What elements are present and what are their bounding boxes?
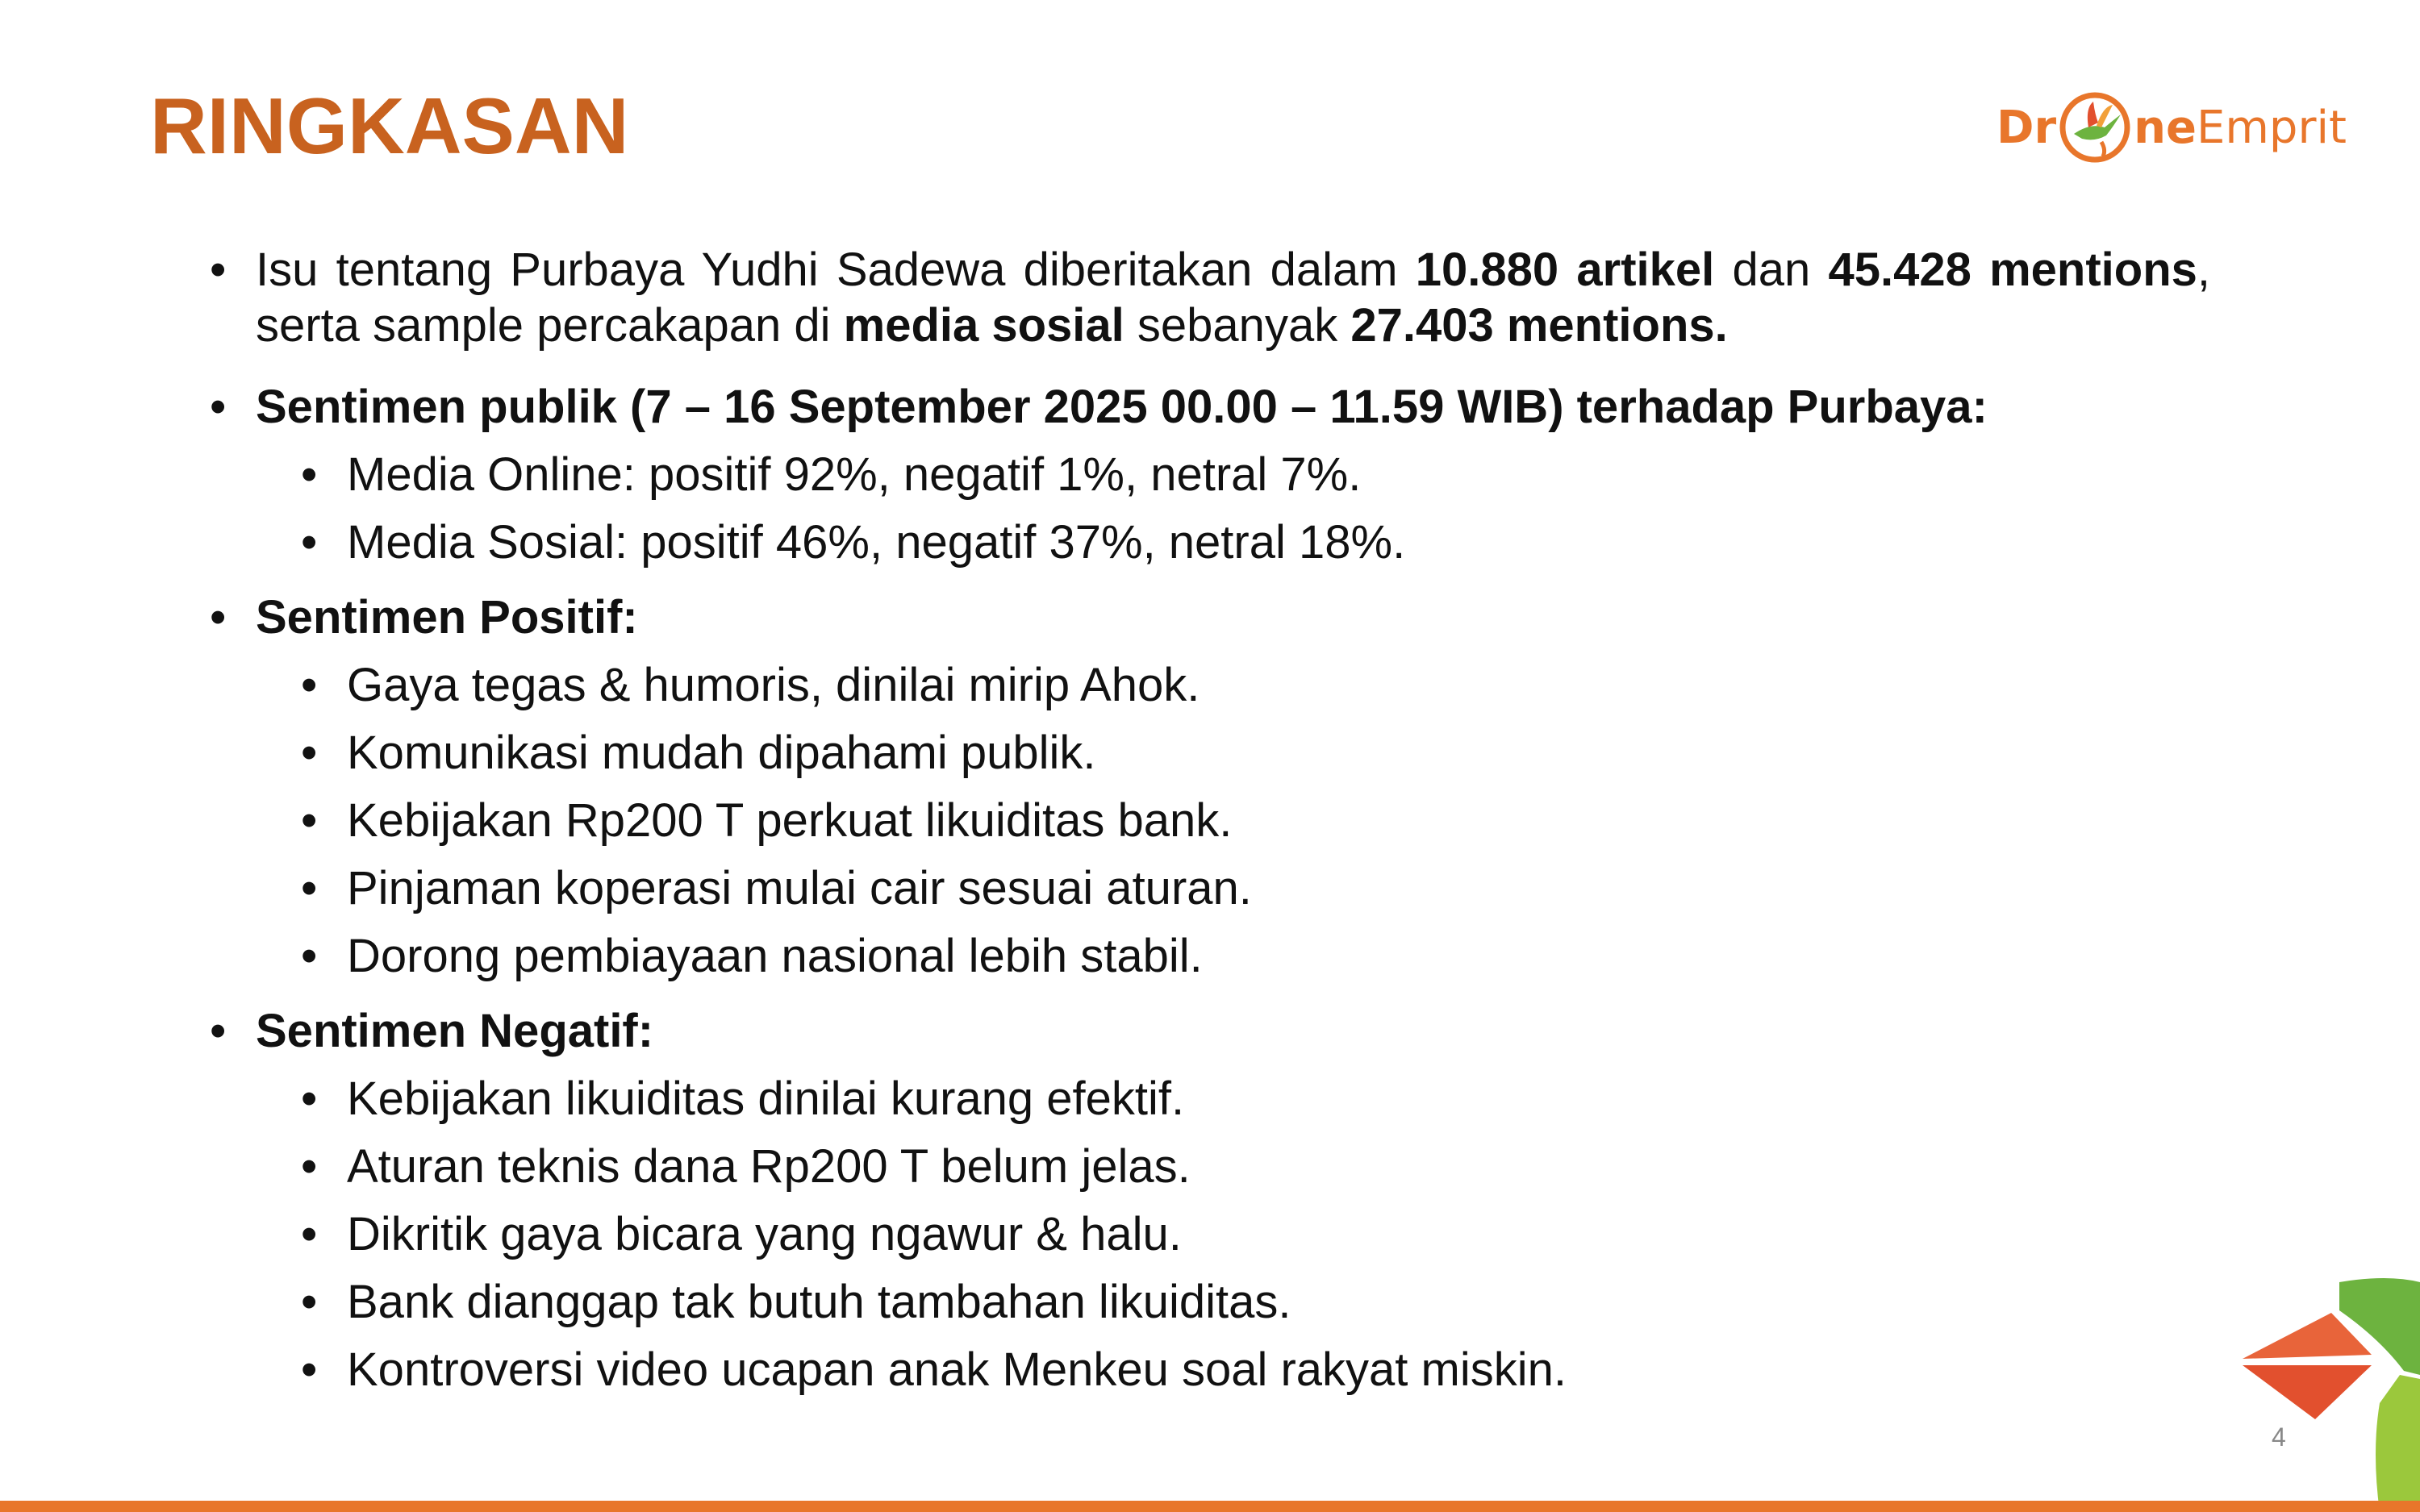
intro-text-3: , serta sample percakapan di [256,244,2210,352]
page-number: 4 [2272,1422,2286,1452]
list-item: • Media Online: positif 92%, negatif 1%, netral 7%. [210,447,2210,502]
public-sentiment-heading [210,379,2210,435]
list-item: • Aturan teknis dana Rp200 T belum jelas. [210,1139,2210,1194]
list-item: • Gaya tegas & humoris, dinilai mirip Ahok. [210,657,2210,713]
page-title: RINGKASAN [150,81,629,170]
list-item: • Kebijakan likuiditas dinilai kurang efektif. [210,1071,2210,1127]
intro-social-mentions-count: 27.403 mentions. [1350,299,1728,352]
summary-list [210,242,2210,1417]
list-item: • Pinjaman koperasi mulai cair sesuai aturan. [210,860,2210,916]
intro-text-2: dan [1714,244,1829,296]
list-item: • Media Sosial: positif 46%, negatif 37%, netral 18%. [210,514,2210,570]
list-item: • Bank dianggap tak butuh tambahan likuiditas. [210,1274,2210,1330]
negative-sentiment-group [210,1003,2210,1397]
list-item: • Dikritik gaya bicara yang ngawur & halu. [210,1206,2210,1262]
intro-text-1: Isu tentang Purbaya Yudhi Sadewa diberitakan dalam [256,244,1416,296]
corner-decoration [2226,1274,2420,1512]
logo-text-ne: ne [2134,101,2197,154]
intro-text-4: sebanyak [1124,299,1351,352]
logo-text-dr: Dr [1996,101,2057,154]
list-item: • Kebijakan Rp200 T perkuat likuiditas bank. [210,793,2210,848]
negative-sentiment-heading [210,1003,2210,1059]
list-item: • Komunikasi mudah dipahami publik. [210,725,2210,781]
bottom-accent-bar [0,1501,2420,1512]
public-sentiment-group [210,379,2210,570]
positive-sentiment-group [210,589,2210,984]
list-item: • Dorong pembiayaan nasional lebih stabil. [210,928,2210,984]
drone-bird-icon [2058,90,2132,165]
list-item: • Kontroversi video ucapan anak Menkeu soal rakyat miskin. [210,1342,2210,1397]
intro-mentions-count: 45.428 mentions [1828,244,2197,296]
intro-articles-count: 10.880 artikel [1415,244,1715,296]
drone-emprit-logo [1996,87,2347,168]
public-sentiment-heading-text: Sentimen publik (7 – 16 September 2025 00.00 – 11.59 WIB) terhadap Purbaya: [256,381,1988,433]
intro-social-media: media sosial [843,299,1124,352]
negative-sentiment-heading-text: Sentimen Negatif: [256,1005,654,1057]
intro-bullet [210,242,2210,353]
logo-text-emprit: Emprit [2196,101,2347,154]
positive-sentiment-heading [210,589,2210,645]
positive-sentiment-heading-text: Sentimen Positif: [256,591,638,644]
